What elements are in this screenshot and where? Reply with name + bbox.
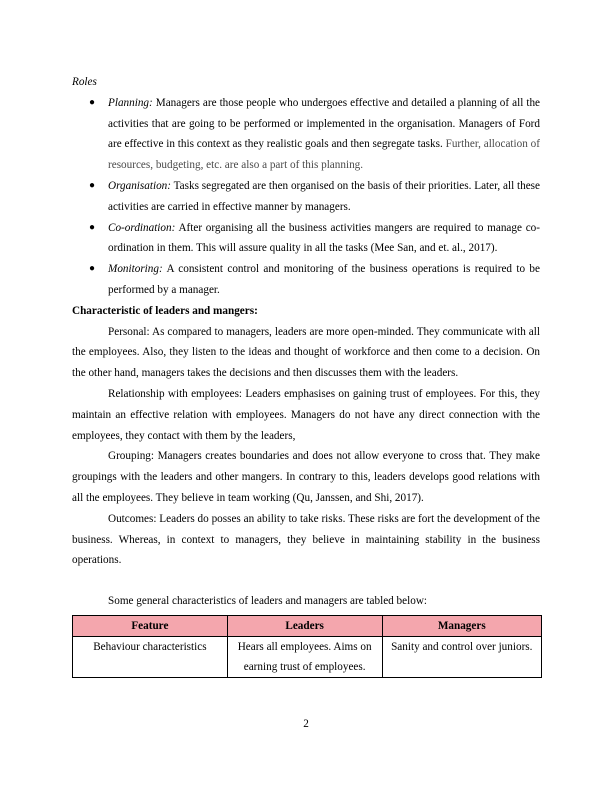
bullet-icon: ● xyxy=(89,221,96,233)
list-item xyxy=(72,176,540,218)
role-term: Co-ordination: xyxy=(108,221,176,234)
roles-list xyxy=(72,93,540,301)
role-term: Monitoring: xyxy=(108,263,163,276)
role-text: Tasks segregated are then organised on the basis of their priorities. Later, all these activities are carried in effective manner by managers. xyxy=(108,179,540,213)
document-page xyxy=(72,72,540,678)
role-text: Managers are those people who undergoes effective and detailed a planning of all the activities that are going to be performed or implemented in the organisation. Managers of Ford are effective in this context as they realistic goals and then segregate tasks. xyxy=(108,96,540,151)
roles-title: Roles xyxy=(72,76,97,88)
paragraph-relationship: Relationship with employees: Leaders emphasises on gaining trust of employees. For this, they maintain an effective relation with employees. Managers do not have any direct connection with the employees, they contact with them by the leaders, xyxy=(72,387,540,442)
table-header-row xyxy=(73,615,542,636)
table-cell: Sanity and control over juniors. xyxy=(382,636,541,677)
role-text: After organising all the business activities mangers are required to manage co-ordination in them. This will assure quality in all the tasks (Mee San, and et. al., 2017). xyxy=(108,221,540,255)
table-row xyxy=(73,636,542,677)
bullet-icon: ● xyxy=(89,96,96,108)
table-cell: Hears all employees. Aims on earning trust of employees. xyxy=(227,636,382,677)
role-term: Organisation: xyxy=(108,179,171,192)
section-heading: Characteristic of leaders and mangers: xyxy=(72,304,258,317)
bullet-icon: ● xyxy=(89,263,96,275)
role-text: A consistent control and monitoring of the business operations is required to be performed by a manager. xyxy=(108,263,540,296)
list-item xyxy=(72,259,540,301)
list-item xyxy=(72,218,540,260)
table-intro: Some general characteristics of leaders and managers are tabled below: xyxy=(108,595,428,608)
table-cell: Behaviour characteristics xyxy=(73,636,228,677)
page-number: 2 xyxy=(303,718,309,730)
role-term: Planning: xyxy=(108,96,153,109)
bullet-icon: ● xyxy=(89,179,96,191)
column-header-leaders: Leaders xyxy=(227,615,382,636)
role-extra-text: Further, allocation of resources, budgeting, etc. are also a part of this planning. xyxy=(108,138,540,172)
column-header-feature: Feature xyxy=(73,615,228,636)
column-header-managers: Managers xyxy=(382,615,541,636)
paragraph-outcomes: Outcomes: Leaders do posses an ability to take risks. These risks are fort the development of the business. Whereas, in context to managers, they believe in maintaining stability in the business operations. xyxy=(72,512,540,567)
comparison-table xyxy=(72,615,542,678)
paragraph-personal: Personal: As compared to managers, leaders are more open-minded. They communicate with all the employees. Also, they listen to the ideas and thought of workforce and then come to a decision. On the other hand, managers takes the decisions and then discusses them with the leaders. xyxy=(72,325,540,380)
paragraph-grouping: Grouping: Managers creates boundaries and does not allow everyone to cross that. They make groupings with the leaders and other mangers. In contrary to this, leaders develops good relations with all the employees. They believe in team working (Qu, Janssen, and Shi, 2017). xyxy=(72,450,540,504)
list-item xyxy=(72,93,540,176)
